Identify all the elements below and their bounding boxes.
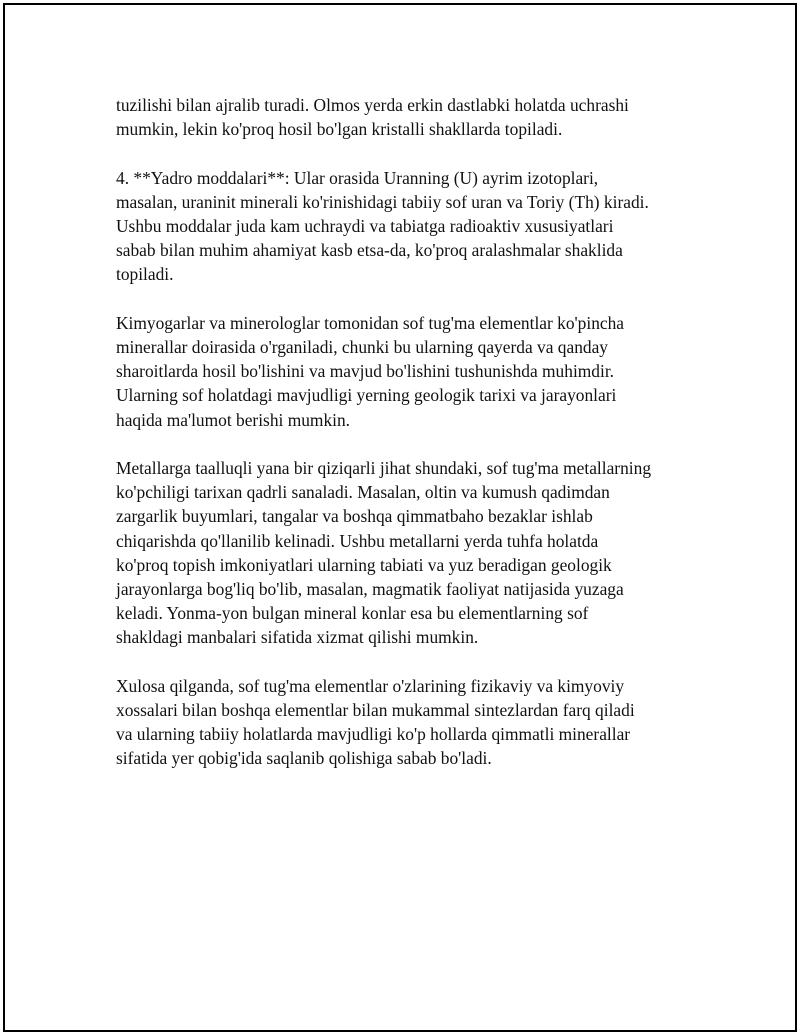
text-line: chiqarishda qo'llanilib kelinadi. Ushbu metallarni yerda tuhfa holatda (116, 530, 599, 551)
text-line: Kimyogarlar va minerologlar tomonidan sof tug'ma elementlar ko'pincha (116, 312, 625, 333)
text-line: keladi. Yonma-yon bulgan mineral konlar esa bu elementlarning sof (116, 603, 589, 624)
text-line: mumkin, lekin ko'proq hosil bo'lgan kristalli shakllarda topiladi. (116, 119, 563, 140)
text-line: xossalari bilan boshqa elementlar bilan mukammal sintezlardan farq qiladi (116, 700, 635, 721)
paragraph-5 (116, 674, 696, 771)
text-line: jarayonlarga bog'liq bo'lib, masalan, magmatik faoliyat natijasida yuzaga (116, 579, 624, 600)
text-line: minerallar doirasida o'rganiladi, chunki bu ularning qayerda va qanday (116, 337, 608, 357)
text-line: 4. **Yadro moddalari**: Ular orasida Uranning (U) ayrim izotoplari, (116, 167, 599, 188)
text-line: masalan, uraninit minerali ko'rinishidagi tabiiy sof uran va Toriy (Th) kiradi. (116, 191, 649, 212)
text-line: Metallarga taalluqli yana bir qiziqarli jihat shundaki, sof tug'ma metallarning (116, 458, 652, 478)
paragraph-1 (116, 93, 696, 141)
paragraph-4 (116, 456, 696, 650)
text-line: zargarlik buyumlari, tangalar va boshqa qimmatbaho bezaklar ishlab (116, 506, 593, 527)
text-line: va ularning tabiiy holatlarda mavjudligi ko'p hollarda qimmatli minerallar (116, 724, 631, 745)
text-line: shakldagi manbalari sifatida xizmat qilishi mumkin. (116, 627, 479, 648)
text-line: sabab bilan muhim ahamiyat kasb etsa-da, ko'proq aralashmalar shaklida (116, 240, 623, 261)
text-line: sharoitlarda hosil bo'lishini va mavjud bo'lishini tushunishda muhimdir. (116, 361, 615, 382)
paragraph-2 (116, 166, 696, 287)
paragraph-3 (116, 311, 696, 432)
text-line: ko'pchiligi tarixan qadrli sanaladi. Masalan, oltin va kumush qadimdan (116, 482, 610, 503)
text-line: tuzilishi bilan ajralib turadi. Olmos yerda erkin dastlabki holatda uchrashi (116, 95, 629, 115)
text-line: Xulosa qilganda, sof tug'ma elementlar o'zlarining fizikaviy va kimyoviy (116, 675, 625, 696)
text-line: topiladi. (116, 264, 174, 285)
text-line: Ushbu moddalar juda kam uchraydi va tabiatga radioaktiv xususiyatlari (116, 216, 614, 236)
text-line: Ularning sof holatdagi mavjudligi yerning geologik tarixi va jarayonlari (116, 385, 617, 406)
text-line: haqida ma'lumot berishi mumkin. (116, 409, 351, 430)
text-line: sifatida yer qobig'ida saqlanib qolishiga sabab bo'ladi. (116, 748, 492, 769)
document-body (116, 93, 696, 795)
text-line: ko'proq topish imkoniyatlari ularning tabiati va yuz beradigan geologik (116, 554, 612, 575)
